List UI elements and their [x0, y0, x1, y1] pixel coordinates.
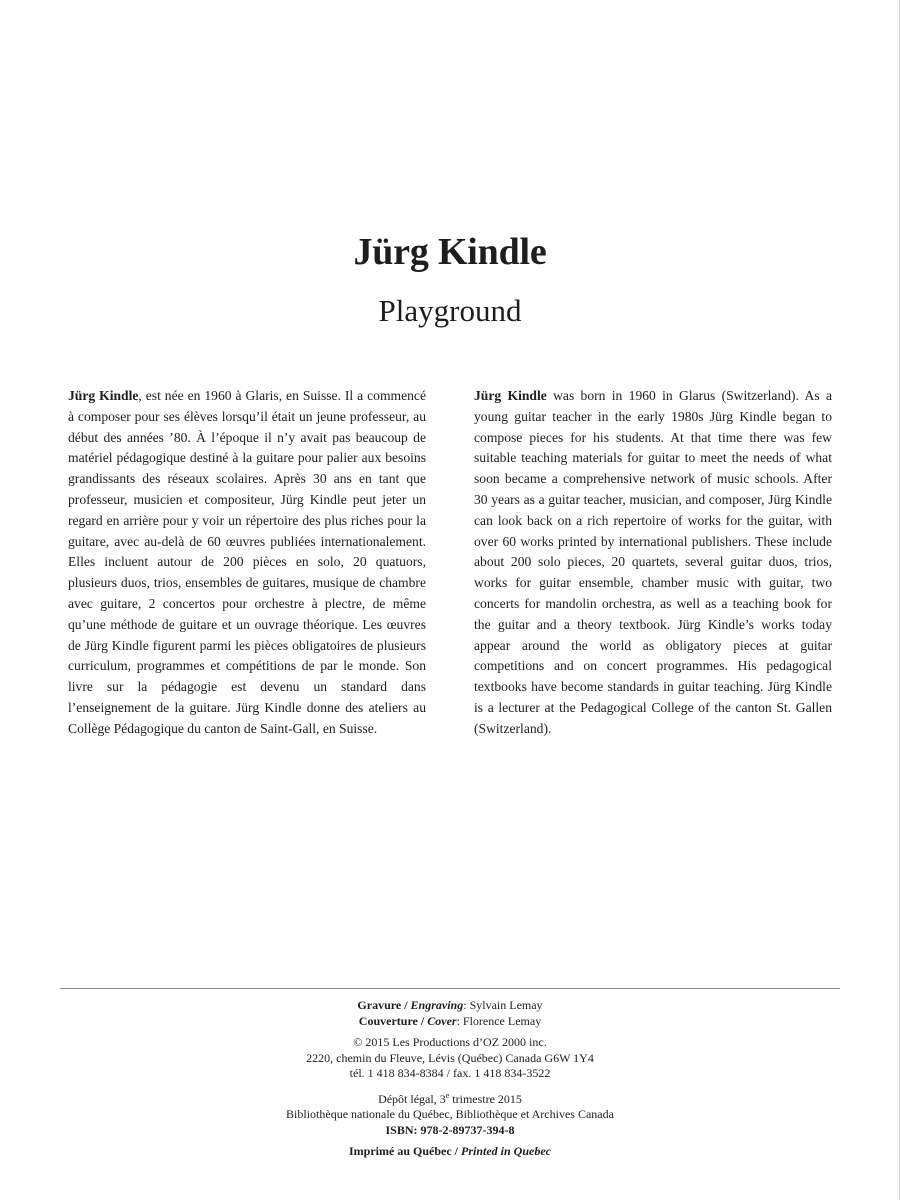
libraries-line: Bibliothèque nationale du Québec, Bibliothèque et Archives Canada [286, 1107, 614, 1121]
publisher-phone: tél. 1 418 834-8384 / fax. 1 418 834-3522 [349, 1066, 551, 1080]
engraving-name: : Sylvain Lemay [463, 998, 543, 1012]
biography-french [68, 386, 426, 740]
copyright-line: © 2015 Les Productions d’OZ 2000 inc. [353, 1035, 547, 1049]
engraving-credit: Gravure / Engraving: Sylvain Lemay [357, 998, 543, 1012]
biography-english-text: was born in 1960 in Glarus (Switzerland). As a young guitar teacher in the early 1980s Jürg Kindle began to compose pieces for his students. At that time there was few suitable teaching materials for guitar to meet the needs of what soon became a comprehensive network of music schools. After 30 years as a guitar teacher, musician, and composer, Jürg Kindle can look back on a rich repertoire of works for the guitar, with over 60 works printed by international publishers. These include about 200 solo pieces, 20 quartets, several guitar duos, trios, works for guitar ensemble, chamber music with guitar, two concerts for mandolin orchestra, as well as a teaching book for the guitar and a theory textbook. Jürg Kindle’s works today appear around the world as obligatory pieces at guitar competitions and on concert programmes. His pedagogical textbooks have become standards in guitar teaching. Jürg Kindle is a lecturer at the Pedagogical College of the canton St. Gallen (Switzerland). [474, 388, 832, 736]
legal-sup: e [445, 1090, 450, 1100]
legal-suffix: trimestre 2015 [449, 1091, 522, 1106]
footer-divider [60, 988, 840, 989]
cover-label-en: Cover [427, 1013, 457, 1028]
biography-french-text: , est née en 1960 à Glaris, en Suisse. Il a commencé à composer pour ses élèves lorsqu’il était un jeune professeur, au début des années ’80. À l’époque il n’y avait pas beaucoup de matériel pédagogique destiné à la guitare pour palier aux besoins grandissants des réseaux scolaires. Après 30 ans en tant que professeur, musicien et compositeur, Jürg Kindle peut jeter un regard en arrière pour y voir un répertoire des plus riches pour la guitare, avec au-delà de 60 œuvres publiées internationalement. Elles incluent autour de 200 pièces en solo, 20 quatuors, plusieurs duos, trios, ensembles de guitares, musique de chambre avec guitare, 2 concertos pour orchestre à plectre, de même qu’une méthode de guitare et un ouvrage théorique. Les œuvres de Jürg Kindle figurent parmi les pièces obligatoires de plusieurs curriculum, programmes et compétitions de par le monde. Son livre sur la pédagogie est devenu un standard dans l’enseignement de la guitare. Jürg Kindle donne des ateliers au Collège Pédagogique du canton de Saint-Gall, en Suisse. [68, 388, 427, 736]
engraving-label-en: Engraving [410, 998, 464, 1012]
cover-credit: Couverture / Cover: Florence Lemay [358, 1013, 542, 1028]
printed-fr: Imprimé au Québec [349, 1144, 452, 1158]
legal-deposit [0, 1088, 900, 1108]
publisher-address: 2220, chemin du Fleuve, Lévis (Québec) Canada G6W 1Y4 [306, 1050, 594, 1065]
printed-en: Printed in Quebec [461, 1144, 551, 1158]
cover-name: : Florence Lemay [456, 1013, 542, 1028]
page-subtitle: Playground [378, 293, 522, 328]
author-name-english: Jürg Kindle [474, 388, 547, 403]
engraving-label-fr: Gravure [357, 998, 402, 1012]
biography-english [474, 386, 832, 740]
page-title: Jürg Kindle [353, 231, 547, 273]
author-name-french: Jürg Kindle [68, 388, 139, 403]
cover-label-fr: Couverture [358, 1013, 418, 1028]
isbn-line: ISBN: 978-2-89737-394-8 [385, 1122, 515, 1137]
printed-line: Imprimé au Québec / Printed in Quebec [349, 1144, 551, 1158]
colophon [0, 998, 900, 1160]
legal-prefix: Dépôt légal, 3 [378, 1091, 446, 1106]
